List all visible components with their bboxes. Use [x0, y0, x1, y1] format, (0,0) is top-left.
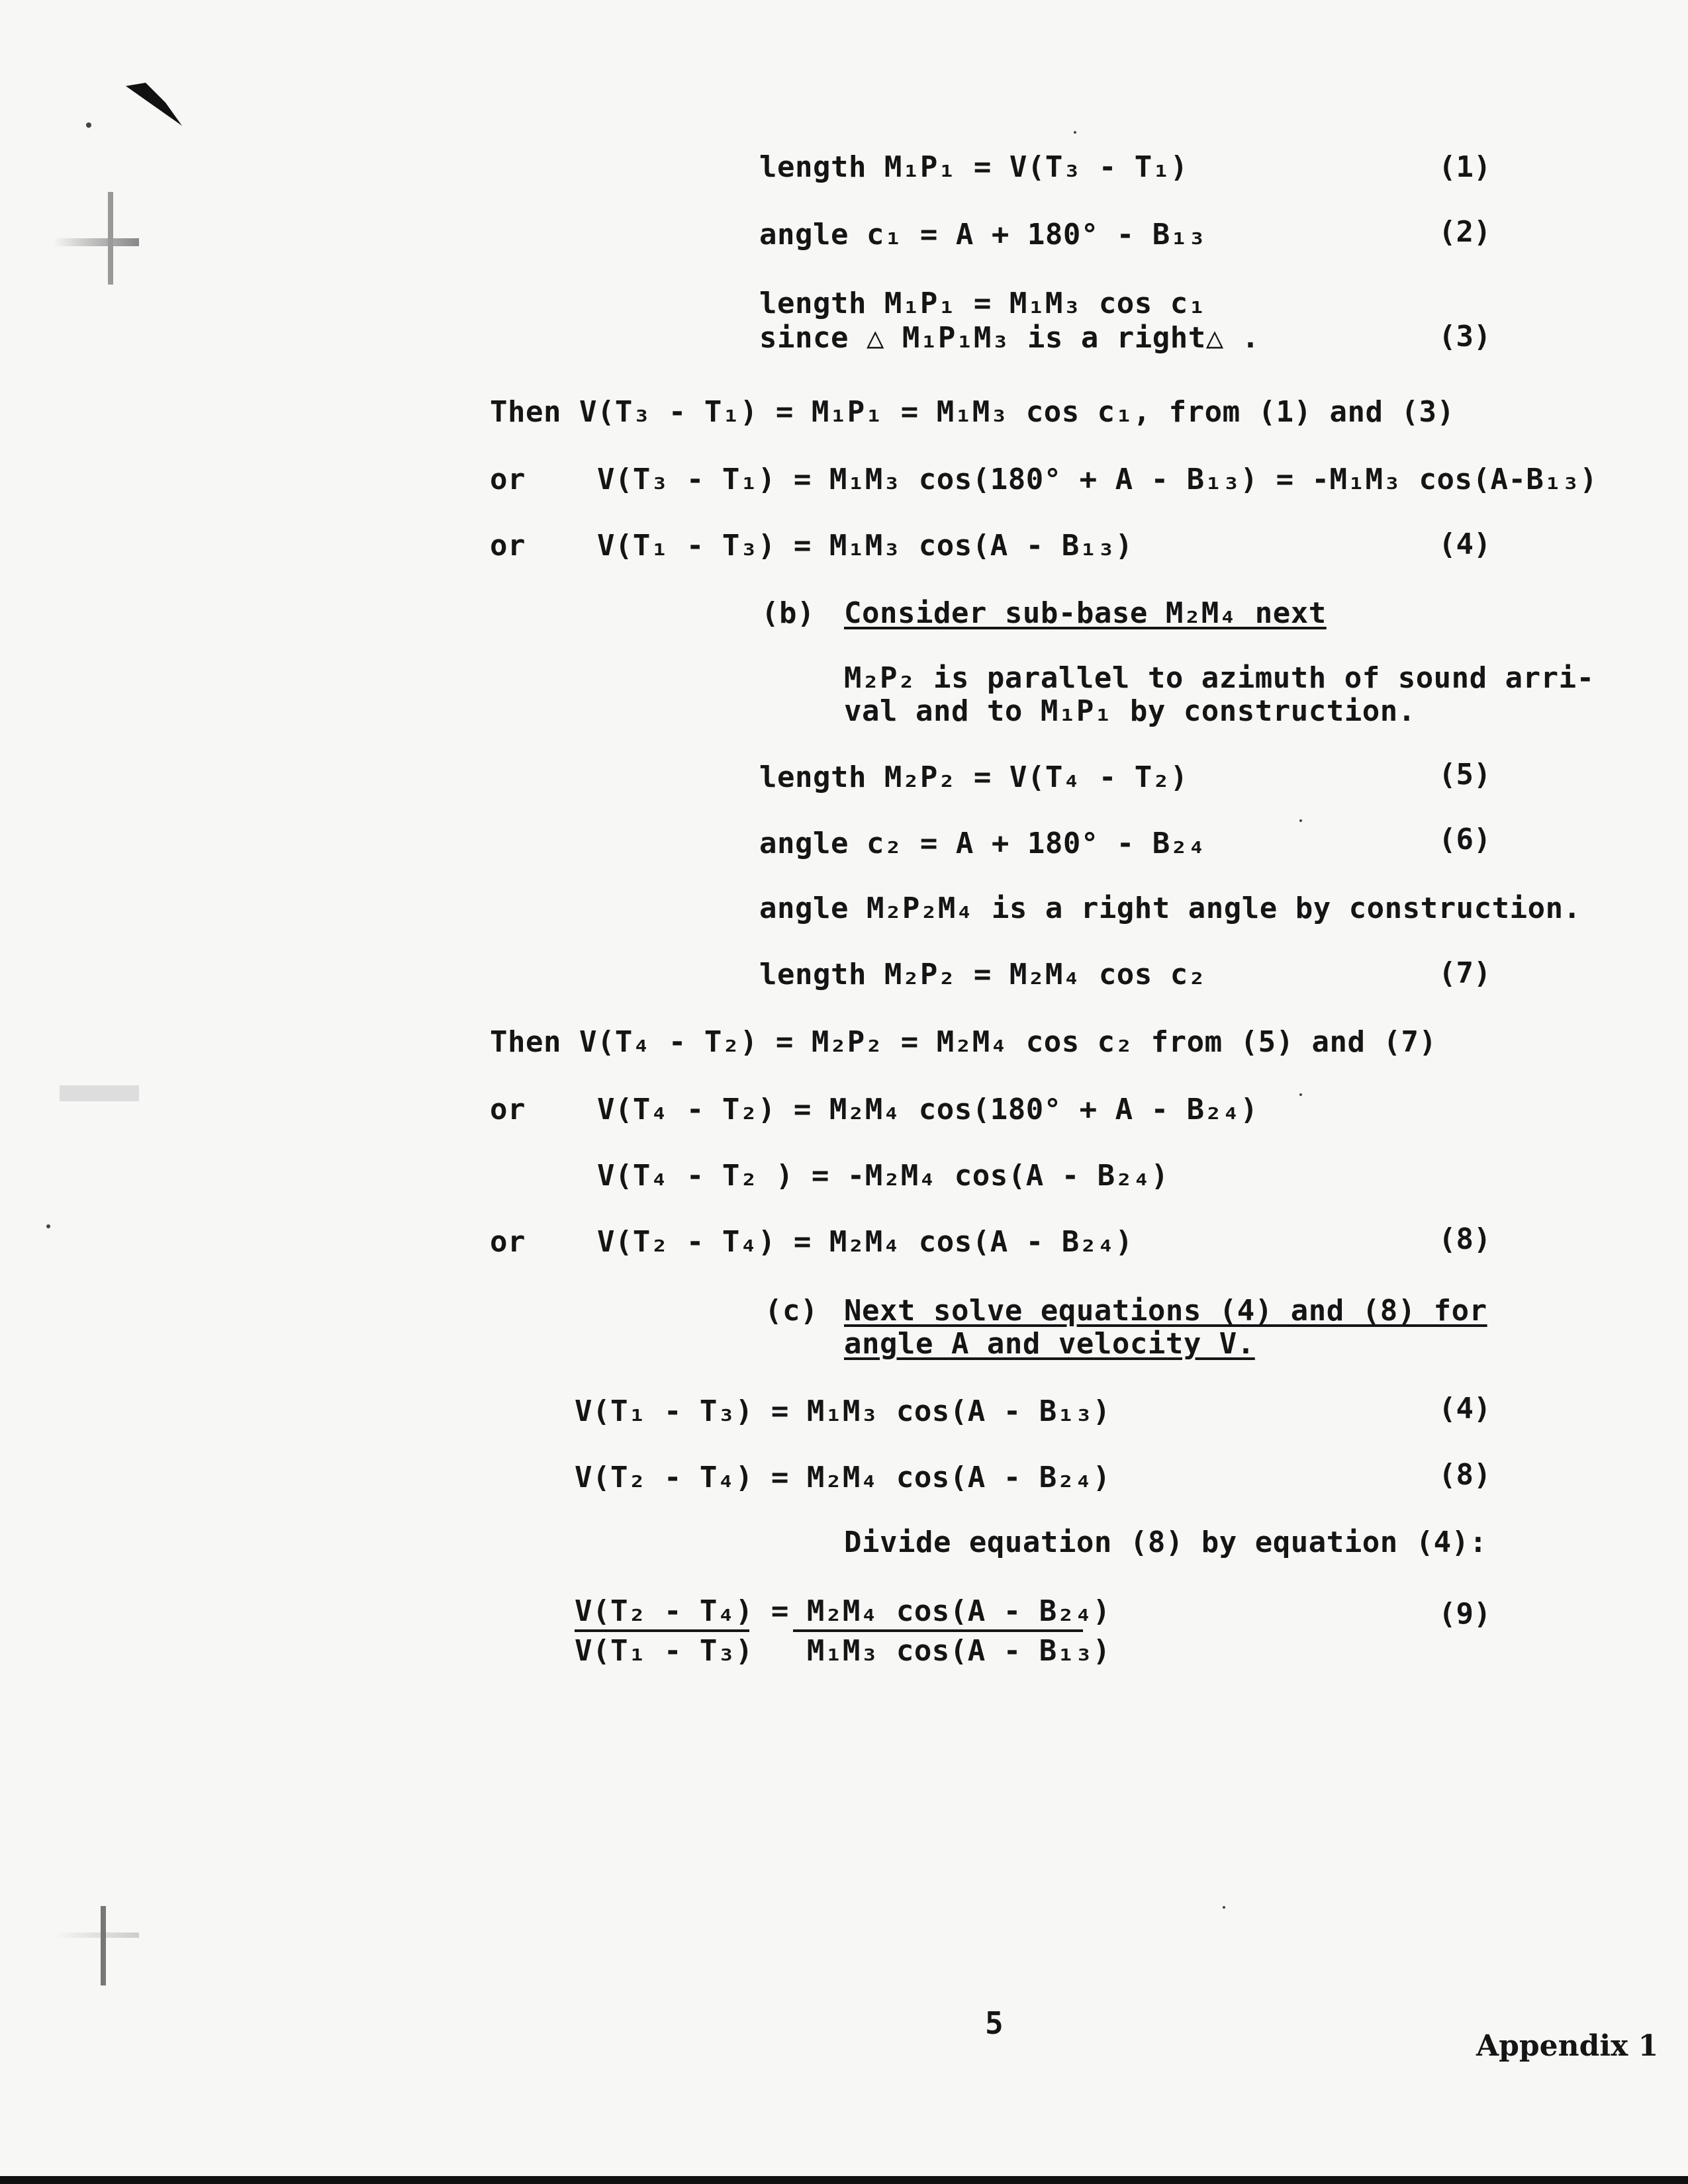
section-b-heading: Consider sub-base M₂M₄ next — [844, 596, 1327, 630]
scan-speck — [46, 1224, 50, 1228]
fraction-bar-right — [793, 1629, 1083, 1632]
section-c-label: (c) — [765, 1294, 818, 1328]
scan-bottom-edge — [0, 2176, 1688, 2184]
equation-number-4: (4) — [1438, 527, 1491, 561]
equation-number-4-repeat: (4) — [1438, 1392, 1491, 1426]
equation-line-18: V(T₁ - T₃) = M₁M₃ cos(A - B₁₃) — [575, 1394, 1111, 1428]
corner-ink-blot-icon — [119, 73, 192, 132]
equation-number-8: (8) — [1438, 1222, 1491, 1256]
binding-mark-top-vertical — [108, 192, 113, 285]
equation-line-10: angle c₂ = A + 180° - B₂₄ — [759, 827, 1206, 860]
equation-line-19: V(T₂ - T₄) = M₂M₄ cos(A - B₂₄) — [575, 1461, 1111, 1494]
appendix-label: Appendix 1 — [1476, 2029, 1659, 2063]
equation-number-5: (5) — [1438, 758, 1491, 792]
section-b-label: (b) — [761, 596, 815, 630]
equation-line-13: Then V(T₄ - T₂) = M₂P₂ = M₂M₄ cos c₂ from (5) and (7) — [490, 1025, 1437, 1059]
binding-mark-top — [53, 238, 139, 246]
equation-number-7: (7) — [1438, 956, 1491, 990]
equation-number-1: (1) — [1438, 150, 1491, 184]
scan-speck — [1299, 1093, 1302, 1096]
page-number: 5 — [985, 2005, 1004, 2041]
equation-line-16: or V(T₂ - T₄) = M₂M₄ cos(A - B₂₄) — [490, 1225, 1133, 1259]
binding-mark-bottom — [53, 1933, 139, 1938]
equation-line-4: Then V(T₃ - T₁) = M₁P₁ = M₁M₃ cos c₁, from (1) and (3) — [490, 395, 1455, 429]
equation-line-3b: since △ M₁P₁M₃ is a right△ . — [759, 321, 1260, 355]
scan-speck — [1299, 819, 1302, 822]
equation-line-11: angle M₂P₂M₄ is a right angle by construction. — [759, 891, 1581, 925]
paragraph-line-8b: val and to M₁P₁ by construction. — [844, 694, 1416, 728]
equation-line-2: angle c₁ = A + 180° - B₁₃ — [759, 218, 1206, 251]
section-c-heading-line-1: Next solve equations (4) and (8) for — [844, 1294, 1487, 1328]
equation-number-9: (9) — [1438, 1597, 1491, 1631]
binding-mark-bottom-vertical — [101, 1906, 106, 1985]
equation-line-12: length M₂P₂ = M₂M₄ cos c₂ — [759, 958, 1206, 991]
equation-line-5: or V(T₃ - T₁) = M₁M₃ cos(180° + A - B₁₃) = -M₁M₃ cos(A-B₁₃) — [490, 463, 1598, 496]
fraction-denominator: V(T₁ - T₃) M₁M₃ cos(A - B₁₃) — [575, 1634, 1111, 1668]
equation-line-9: length M₂P₂ = V(T₄ - T₂) — [759, 760, 1188, 794]
equation-number-6: (6) — [1438, 823, 1491, 856]
paragraph-line-8a: M₂P₂ is parallel to azimuth of sound arri- — [844, 661, 1595, 695]
equation-number-2: (2) — [1438, 215, 1491, 249]
binding-mark-middle — [60, 1085, 139, 1101]
scan-speck — [86, 122, 91, 128]
scan-speck — [1074, 131, 1076, 134]
fraction-bar-left — [575, 1629, 749, 1632]
fraction-numerator: V(T₂ - T₄) = M₂M₄ cos(A - B₂₄) — [575, 1594, 1111, 1628]
scan-speck — [1223, 1906, 1225, 1909]
equation-number-3: (3) — [1438, 320, 1491, 353]
equation-line-1: length M₁P₁ = V(T₃ - T₁) — [759, 150, 1188, 184]
equation-line-20: Divide equation (8) by equation (4): — [844, 1525, 1487, 1559]
equation-line-15: V(T₄ - T₂ ) = -M₂M₄ cos(A - B₂₄) — [490, 1159, 1169, 1193]
equation-number-8-repeat: (8) — [1438, 1458, 1491, 1492]
equation-line-14: or V(T₄ - T₂) = M₂M₄ cos(180° + A - B₂₄) — [490, 1093, 1258, 1126]
section-c-heading-line-2: angle A and velocity V. — [844, 1327, 1255, 1361]
equation-line-6: or V(T₁ - T₃) = M₁M₃ cos(A - B₁₃) — [490, 529, 1133, 563]
equation-line-3a: length M₁P₁ = M₁M₃ cos c₁ — [759, 287, 1206, 320]
